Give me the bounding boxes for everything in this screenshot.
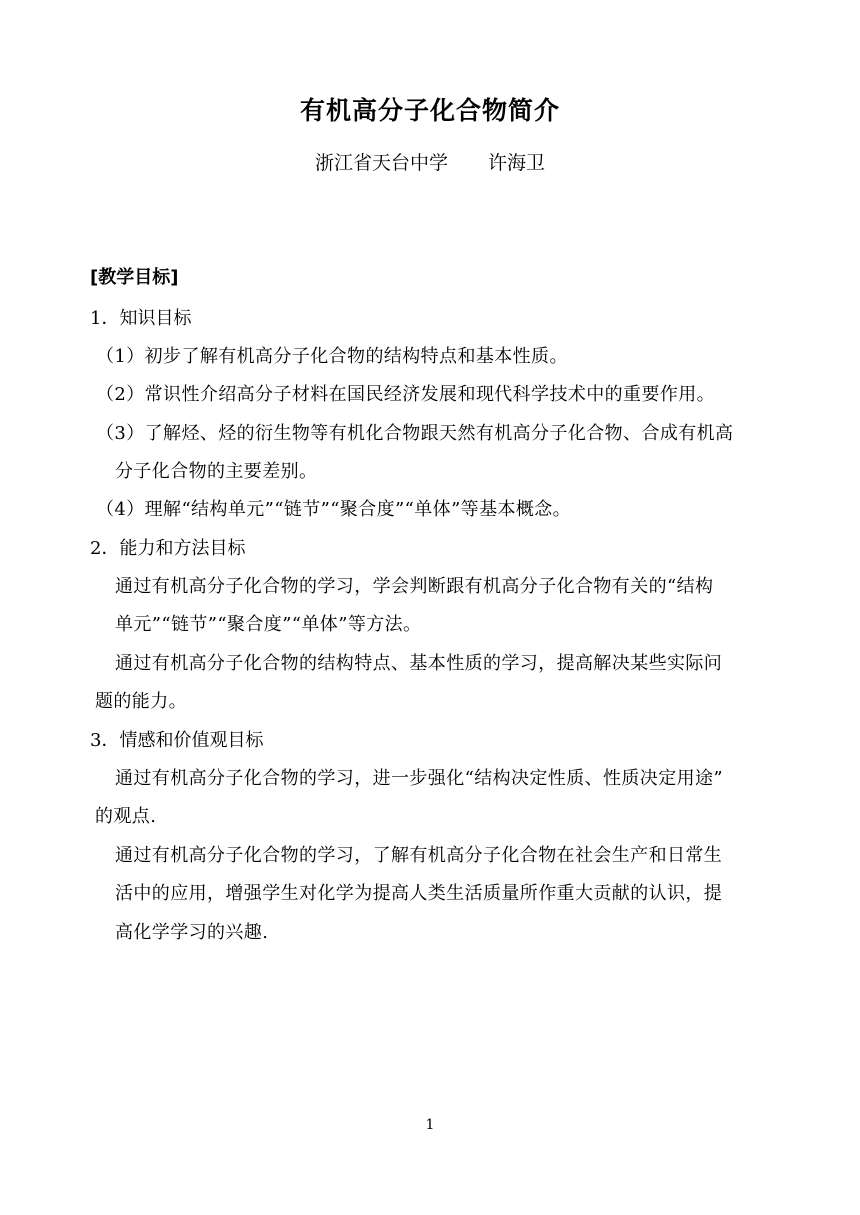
goal2-para-2-cont: 题的能力。 xyxy=(95,691,187,712)
page-number: 1 xyxy=(425,1117,435,1133)
goal3-heading: 3．情感和价值观目标 xyxy=(90,730,264,751)
goal3-para-2-cont-1: 活中的应用，增强学生对化学为提高人类生活质量所作重大贡献的认识，提 xyxy=(115,883,723,904)
goal1-item-3: （3）了解烃、烃的衍生物等有机化合物跟天然有机高分子化合物、合成有机高 xyxy=(96,423,734,444)
goal3-para-1-cont: 的观点. xyxy=(95,806,157,827)
goal2-para-1: 通过有机高分子化合物的学习，学会判断跟有机高分子化合物有关的“结构 xyxy=(115,576,714,597)
goal1-item-1: （1）初步了解有机高分子化合物的结构特点和基本性质。 xyxy=(96,346,568,367)
goal2-para-2: 通过有机高分子化合物的结构特点、基本性质的学习，提高解决某些实际问 xyxy=(115,653,723,674)
goal3-para-2: 通过有机高分子化合物的学习，了解有机高分子化合物在社会生产和日常生 xyxy=(115,845,723,866)
goal3-para-2-cont-2: 高化学学习的兴趣. xyxy=(115,922,269,943)
author-line xyxy=(0,149,860,177)
goal1-item-4: （4）理解“结构单元”“链节”“聚合度”“单体”等基本概念。 xyxy=(96,499,572,520)
section-heading: [教学目标] xyxy=(90,267,179,288)
document-title: 有机高分子化合物简介 xyxy=(299,96,560,125)
author-name: 许海卫 xyxy=(488,152,546,174)
goal2-heading: 2．能力和方法目标 xyxy=(90,538,246,559)
goal3-para-1: 通过有机高分子化合物的学习，进一步强化“结构决定性质、性质决定用途” xyxy=(115,768,724,789)
author-school: 浙江省天台中学 xyxy=(314,152,448,174)
goal1-heading: 1．知识目标 xyxy=(90,308,192,329)
goal2-para-1-cont: 单元”“链节”“聚合度”“单体”等方法。 xyxy=(115,614,422,635)
goal1-item-2: （2）常识性介绍高分子材料在国民经济发展和现代科学技术中的重要作用。 xyxy=(96,384,716,405)
goal1-item-3-cont: 分子化合物的主要差别。 xyxy=(115,461,318,482)
